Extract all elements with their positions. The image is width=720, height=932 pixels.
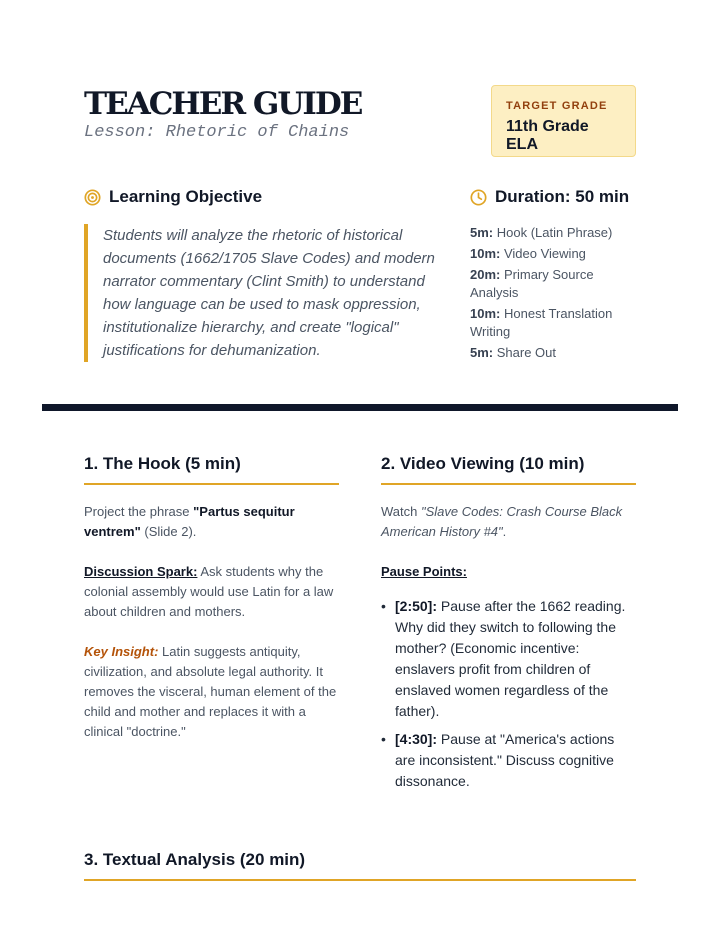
video-section [381, 454, 636, 799]
duration-title: Duration: 50 min [495, 187, 630, 206]
hook-section [84, 454, 339, 762]
hook-paragraph: Project the phrase "Partus sequitur ventrem" (Slide 2). [84, 504, 295, 539]
grade-value: 11th Grade ELA [506, 118, 589, 153]
list-item: • [4:30]: Pause at "America's actions are inconsistent." Discuss cognitive dissonance. [381, 729, 636, 792]
learning-objective-title: Learning Objective [109, 187, 263, 206]
clock-icon [470, 189, 487, 206]
list-item: • [2:50]: Pause after the 1662 reading. Why did they switch to following the mother? (Economic incentive: enslavers profit from children of enslaved women regardless of the father). [381, 596, 636, 722]
duration-list [470, 224, 636, 362]
pause-points-label: Pause Points: [381, 564, 467, 579]
pause-points-list [381, 596, 636, 792]
duration-section [470, 186, 636, 365]
target-icon [84, 189, 101, 206]
textual-analysis-heading: 3. Textual Analysis (20 min) [84, 850, 636, 881]
list-item: 20m: Primary Source Analysis [470, 267, 594, 300]
textual-analysis-section [84, 850, 636, 881]
objective-text: Students will analyze the rhetoric of historical documents (1662/1705 Slave Codes) and modern narrator commentary (Clint Smith) to understand how language can be used to mask oppression, institutionalize hierarchy, and create "logical" justifications for dehumanization. [84, 224, 444, 362]
section-divider [42, 404, 678, 411]
learning-objective-section [84, 186, 444, 362]
duration-heading [470, 186, 636, 208]
lesson-subtitle: Lesson: Rhetoric of Chains [84, 123, 350, 142]
discussion-spark: Discussion Spark: Ask students why the colonial assembly would use Latin for a law about children and mothers. [84, 564, 334, 619]
learning-objective-heading [84, 186, 444, 208]
list-item: 10m: Video Viewing [470, 246, 586, 261]
list-item: 5m: Hook (Latin Phrase) [470, 225, 613, 240]
list-item: 5m: Share Out [470, 345, 557, 360]
page-title: TEACHER GUIDE [84, 86, 362, 122]
video-body [381, 502, 636, 792]
grade-label: TARGET GRADE [506, 100, 608, 112]
hook-heading: 1. The Hook (5 min) [84, 454, 339, 485]
key-insight: Key Insight: Latin suggests antiquity, civilization, and absolute legal authority. It removes the visceral, human element of the child and mother and replaces it with a clinical "doctrine." [84, 644, 337, 739]
target-grade-box [491, 85, 636, 157]
list-item: 10m: Honest Translation Writing [470, 306, 613, 339]
hook-body [84, 502, 339, 742]
video-heading: 2. Video Viewing (10 min) [381, 454, 636, 485]
watch-paragraph: Watch "Slave Codes: Crash Course Black American History #4". [381, 504, 623, 539]
header [84, 86, 636, 166]
